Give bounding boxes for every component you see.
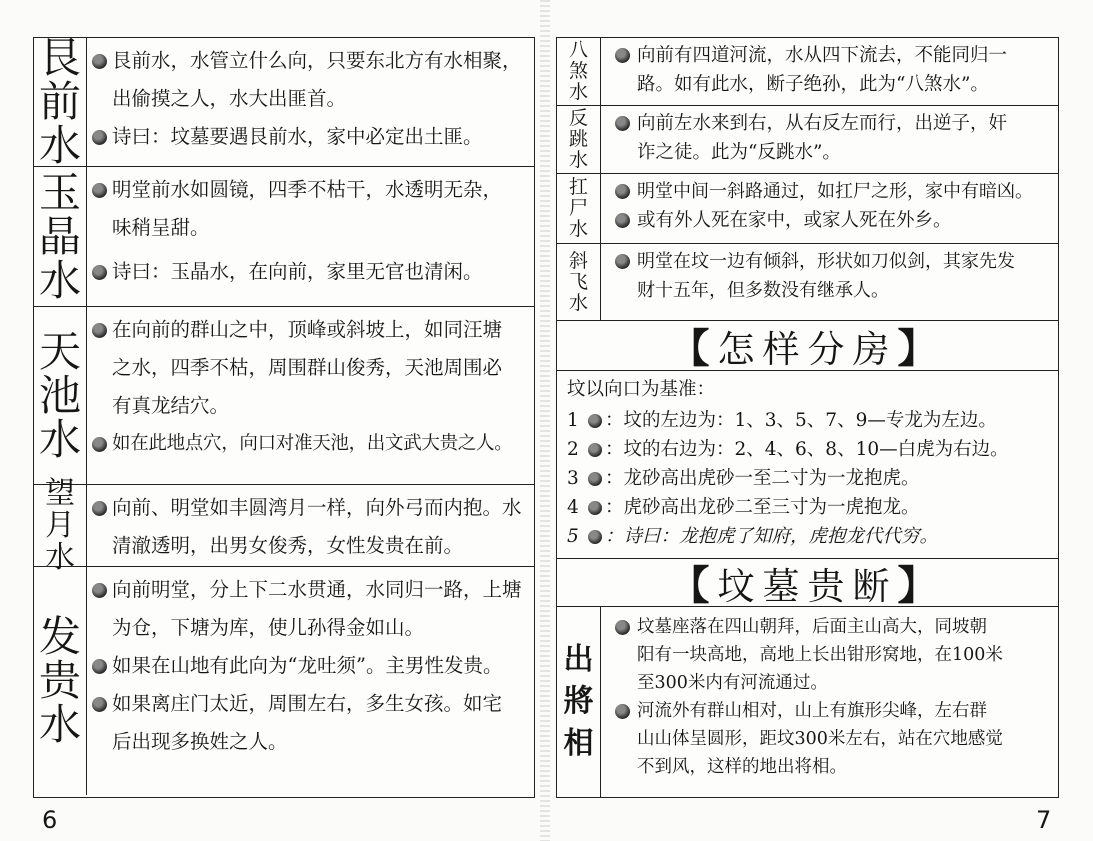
title-char: 水: [568, 149, 588, 171]
item-text: ：虎砂高出龙砂二至三寸为一虎抱龙。: [605, 497, 920, 518]
bullet-dot-icon: [92, 54, 107, 69]
text-line: 有真龙结穴。: [112, 394, 230, 417]
bullet-dot-icon: [615, 704, 630, 719]
section-title: [34, 167, 87, 306]
text-line: 向前左水来到右，从右反左而行，出逆子，奸: [637, 113, 1008, 134]
section-body: [607, 607, 1054, 797]
bullet-paragraph: [88, 425, 530, 463]
left-page: [33, 33, 535, 798]
text-line: 之水，四季不枯，周围群山俊秀，天池周围必: [112, 356, 503, 379]
bullet-paragraph: [607, 697, 1054, 781]
heading-fangfang-row: [557, 321, 1058, 371]
bullet-paragraph: [88, 253, 530, 291]
section-heading: [557, 559, 1058, 609]
bullet-dot-icon: [588, 501, 602, 515]
section-yujingshui: [34, 167, 534, 307]
text-line: 明堂前水如圆镜，四季不枯干，水透明无杂，: [112, 178, 503, 201]
title-char: 天: [38, 326, 81, 376]
left-bracket: 【: [669, 326, 718, 372]
title-char: 跳: [568, 128, 588, 150]
text-line: 为仓，下塘为库，使儿孙得金如山。: [112, 616, 425, 639]
bullet-dot-icon: [92, 437, 107, 452]
bullet-dot-icon: [92, 130, 107, 145]
title-char: 水: [45, 539, 75, 575]
section-title: [34, 307, 87, 484]
bullet-dot-icon: [615, 184, 630, 199]
section-title: [557, 244, 601, 320]
text-line: 河流外有群山相对，山上有旗形尖峰，左右群: [637, 701, 987, 721]
section-title: [557, 106, 601, 173]
bullet-dot-icon: [92, 183, 107, 198]
section-body: [88, 485, 530, 566]
text-line: 诗曰：玉晶水，在向前，家里无官也清闲。: [112, 260, 483, 283]
title-char: 反: [568, 107, 588, 129]
item-number: 1: [567, 410, 579, 431]
numbered-item: [567, 522, 938, 551]
title-char: 水: [38, 255, 81, 305]
title-char: 水: [38, 414, 81, 464]
bullet-paragraph: [607, 41, 1054, 99]
item-number: 4: [567, 497, 579, 518]
bullet-dot-icon: [92, 265, 107, 280]
heading-text: 怎样分房: [717, 327, 898, 371]
title-char: 煞: [568, 60, 588, 82]
section-xiefeishui: [557, 244, 1058, 321]
section-body: [88, 167, 530, 306]
page-number-right: 7: [1036, 806, 1052, 834]
item-text: ：坟的右边为：2、4、6、8、10—白虎为右边。: [605, 439, 1009, 460]
title-char: 艮: [38, 33, 81, 82]
bullet-dot-icon: [615, 254, 630, 269]
text-line: 坟墓座落在四山朝拜，后面主山高大，同坡朝: [637, 617, 987, 637]
title-char: 八: [568, 39, 588, 61]
title-char: 斜: [568, 249, 588, 272]
text-line: 明堂在坟一边有倾斜，形状如刀似剑，其家先发: [637, 251, 1015, 272]
bullet-dot-icon: [92, 501, 107, 516]
section-heading: [557, 321, 1058, 370]
title-char: 发: [38, 612, 81, 661]
title-char: 扛: [568, 176, 588, 198]
title-char: 前: [38, 77, 81, 126]
text-line: 至300米内有河流通过。: [637, 673, 828, 693]
fangfang-content: [557, 371, 1058, 559]
title-char: 將: [563, 684, 594, 719]
item-text: ：诗曰：龙抱虎了知府，虎抱龙代代穷。: [605, 526, 939, 547]
section-body: [88, 38, 530, 166]
right-bracket: 】: [897, 326, 946, 372]
bullet-paragraph: [88, 171, 530, 247]
title-char: 池: [38, 370, 81, 420]
title-char: 水: [568, 291, 588, 314]
title-char: 尸: [568, 197, 588, 219]
section-kangshishui: [557, 174, 1058, 244]
title-char: 晶: [38, 211, 81, 261]
section-body: [88, 567, 530, 795]
bullet-paragraph: [607, 206, 1054, 235]
bullet-dot-icon: [92, 697, 107, 712]
title-char: 望: [45, 475, 75, 511]
title-char: 飞: [568, 270, 588, 293]
section-title: [557, 607, 601, 797]
title-char: 水: [38, 700, 81, 749]
title-char: 水: [568, 81, 588, 103]
text-line: 不到风，这样的地出将相。: [637, 757, 847, 777]
text-line: 如在此地点穴，向口对准天池，出文武大贵之人。: [112, 433, 513, 454]
section-faguishui: [34, 567, 534, 795]
bullet-dot-icon: [92, 659, 107, 674]
section-title: [34, 567, 87, 795]
numbered-item: [567, 464, 920, 493]
section-wangyueshui: [34, 475, 534, 575]
title-char: 玉: [38, 167, 81, 217]
bullet-paragraph: [88, 42, 530, 118]
title-char: 月: [45, 507, 75, 543]
section-chujiangxiang: [557, 607, 1058, 797]
text-line: 在向前的群山之中，顶峰或斜坡上，如同汪塘: [112, 318, 503, 341]
text-line: 山山体呈圆形，距坟300米左右，站在穴地感觉: [637, 729, 1003, 749]
section-body: [607, 174, 1054, 243]
bullet-dot-icon: [588, 530, 602, 544]
section-title: [34, 475, 87, 575]
text-line: 如果离庄门太近，周围左右，多生女孩。如宅: [112, 692, 503, 715]
bullet-paragraph: [607, 247, 1054, 305]
section-body: [607, 106, 1054, 173]
bullet-paragraph: [88, 311, 530, 425]
bullet-dot-icon: [588, 414, 602, 428]
bullet-paragraph: [88, 571, 530, 647]
right-page: [556, 37, 1059, 798]
bullet-paragraph: [88, 489, 530, 565]
reference-line: 坟以向口为基准：: [567, 379, 716, 400]
numbered-item: [567, 435, 1009, 464]
bullet-paragraph: [88, 685, 530, 761]
section-body: [607, 38, 1054, 105]
section-title: [557, 174, 601, 243]
section-body: [607, 244, 1054, 320]
item-number: 5: [567, 526, 579, 547]
text-line: 财十五年，但多数没有继承人。: [637, 280, 889, 301]
left-bracket: 【: [669, 563, 718, 609]
text-line: 或有外人死在家中，或家人死在外乡。: [637, 210, 952, 231]
item-number: 3: [567, 468, 579, 489]
text-line: 明堂中间一斜路通过，如扛尸之形，家中有暗凶。: [637, 181, 1033, 202]
bullet-dot-icon: [588, 443, 602, 457]
title-char: 水: [568, 218, 588, 240]
bullet-dot-icon: [615, 620, 630, 635]
title-char: 相: [563, 726, 594, 761]
text-line: 阳有一块高地，高地上长出钳形窝地，在100米: [637, 645, 1003, 665]
page-gutter: [540, 0, 550, 841]
item-number: 2: [567, 439, 579, 460]
text-line: 如果在山地有此向为“龙吐须”。主男性发贵。: [112, 654, 503, 677]
section-title: [557, 38, 601, 105]
text-line: 艮前水，水管立什么向，只要东北方有水相聚，: [112, 49, 522, 72]
bullet-dot-icon: [92, 583, 107, 598]
bullet-paragraph: [607, 177, 1054, 206]
text-line: 向前、明堂如丰圆湾月一样，向外弓而内抱。水: [112, 496, 522, 519]
bullet-dot-icon: [588, 472, 602, 486]
text-line: 路。如有此水，断子绝孙，此为“八煞水”。: [637, 74, 989, 95]
bullet-dot-icon: [92, 323, 107, 338]
numbered-item: [567, 493, 920, 522]
title-char: 贵: [38, 656, 81, 705]
text-line: 向前明堂，分上下二水贯通，水同归一路，上塘: [112, 578, 522, 601]
bullet-dot-icon: [615, 116, 630, 131]
section-title: [34, 33, 87, 170]
right-bracket: 】: [897, 563, 946, 609]
heading-guiduan-row: [557, 559, 1058, 607]
text-line: 向前有四道河流，水从四下流去，不能同归一: [637, 45, 1008, 66]
title-char: 出: [563, 642, 594, 677]
page-number-left: 6: [42, 806, 58, 834]
item-text: ：坟的左边为：1、3、5、7、9—专龙为左边。: [605, 410, 997, 431]
numbered-item: [567, 406, 997, 435]
bullet-paragraph: [607, 613, 1054, 697]
text-line: 诈之徒。此为“反跳水”。: [637, 142, 841, 163]
bullet-paragraph: [88, 647, 530, 685]
heading-text: 坟墓贵断: [717, 564, 898, 608]
item-text: ：龙砂高出虎砂一至二寸为一龙抱虎。: [605, 468, 920, 489]
bullet-dot-icon: [615, 213, 630, 228]
bullet-dot-icon: [615, 48, 630, 63]
text-line: 味稍呈甜。: [112, 216, 210, 239]
text-line: 诗曰：坟墓要遇艮前水，家中必定出土匪。: [112, 125, 483, 148]
section-bashashui: [557, 38, 1058, 106]
text-line: 后出现多换姓之人。: [112, 730, 288, 753]
bullet-paragraph: [607, 109, 1054, 167]
section-fantiaoshui: [557, 106, 1058, 174]
text-line: 清澈透明，出男女俊秀，女性发贵在前。: [112, 534, 464, 557]
section-body: [88, 307, 530, 484]
bullet-paragraph: [88, 118, 530, 156]
section-tianchishui: [34, 307, 534, 485]
text-line: 出偷摸之人，水大出匪首。: [112, 87, 347, 110]
title-char: 水: [38, 121, 81, 170]
section-genqianshui: [34, 33, 534, 170]
